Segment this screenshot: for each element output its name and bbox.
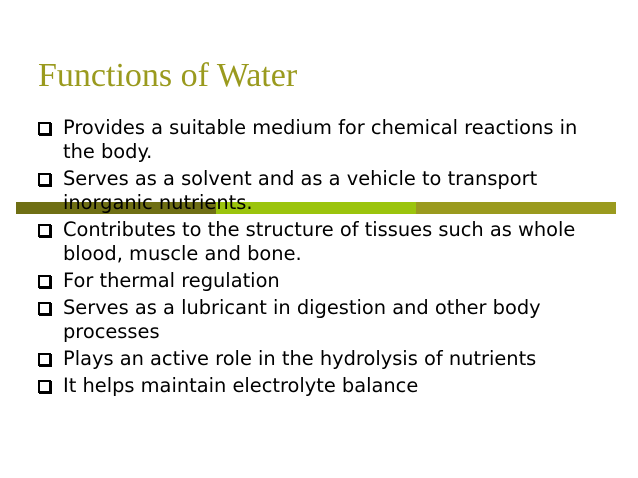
bullet-item xyxy=(38,374,608,398)
square-bullet-icon xyxy=(38,353,51,366)
bullet-text: Plays an active role in the hydrolysis of nutrients xyxy=(63,347,537,370)
bullet-text: Serves as a lubricant in digestion and other body processes xyxy=(63,296,541,343)
slide-title: Functions of Water xyxy=(38,57,298,94)
bullet-item xyxy=(38,116,608,164)
bullet-text: Contributes to the structure of tissues such as whole blood, muscle and bone. xyxy=(63,218,576,265)
square-bullet-icon xyxy=(38,380,51,393)
bullet-text: For thermal regulation xyxy=(63,269,280,292)
bullet-item xyxy=(38,347,608,371)
bullet-item xyxy=(38,269,608,293)
bullet-list xyxy=(38,116,608,401)
bullet-text: Serves as a solvent and as a vehicle to transport inorganic nutrients. xyxy=(63,167,538,214)
square-bullet-icon xyxy=(38,275,51,288)
bullet-item xyxy=(38,296,608,344)
bullet-item xyxy=(38,167,608,215)
square-bullet-icon xyxy=(38,173,51,186)
bullet-item xyxy=(38,218,608,266)
bullet-text: Provides a suitable medium for chemical reactions in the body. xyxy=(63,116,578,163)
square-bullet-icon xyxy=(38,224,51,237)
square-bullet-icon xyxy=(38,122,51,135)
square-bullet-icon xyxy=(38,302,51,315)
bullet-text: It helps maintain electrolyte balance xyxy=(63,374,419,397)
